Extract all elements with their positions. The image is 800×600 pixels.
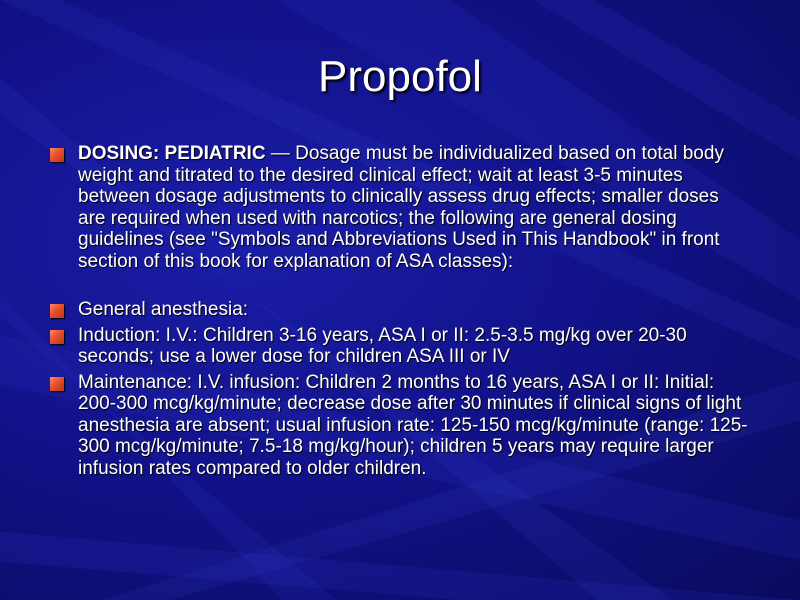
bullet-item-general-anesthesia — [50, 299, 750, 321]
square-bullet-icon — [50, 148, 64, 162]
bullet-item-induction — [50, 325, 750, 368]
bullet-text: Induction: I.V.: Children 3-16 years, ASA I or II: 2.5-3.5 mg/kg over 20-30 seconds; use a lower dose for children ASA III or IV — [78, 324, 687, 367]
bullet-item-maintenance — [50, 372, 750, 480]
bullet-list — [50, 143, 750, 479]
square-bullet-icon — [50, 330, 64, 344]
square-bullet-icon — [50, 377, 64, 391]
bullet-item-dosing — [50, 143, 750, 272]
slide-title: Propofol — [318, 52, 482, 101]
bullet-text: — Dosage must be individualized based on total body weight and titrated to the desired clinical effect; wait at least 3-5 minutes between dosage adjustments to clinically assess drug effects; smaller doses are required when used with narcotics; the following are general dosing guidelines (see "Symbols and Abbreviations Used in This Handbook" in front section of this book for explanation of ASA classes): — [78, 143, 724, 272]
square-bullet-icon — [50, 304, 64, 318]
bullet-heading: DOSING: PEDIATRIC — [78, 143, 266, 164]
bullet-text: General anesthesia: — [78, 299, 249, 320]
bullet-text: Maintenance: I.V. infusion: Children 2 months to 16 years, ASA I or II: Initial: 200-300 mcg/kg/minute; decrease dose after 30 minutes if clinical signs of light anesthesia are absent; usual infusion rate: 125-150 mcg/kg/minute (range: 125-300 mcg/kg/minute; 7.5-18 mg/kg/hour); children 5 years may require larger infusion rates compared to older children. — [78, 371, 748, 479]
